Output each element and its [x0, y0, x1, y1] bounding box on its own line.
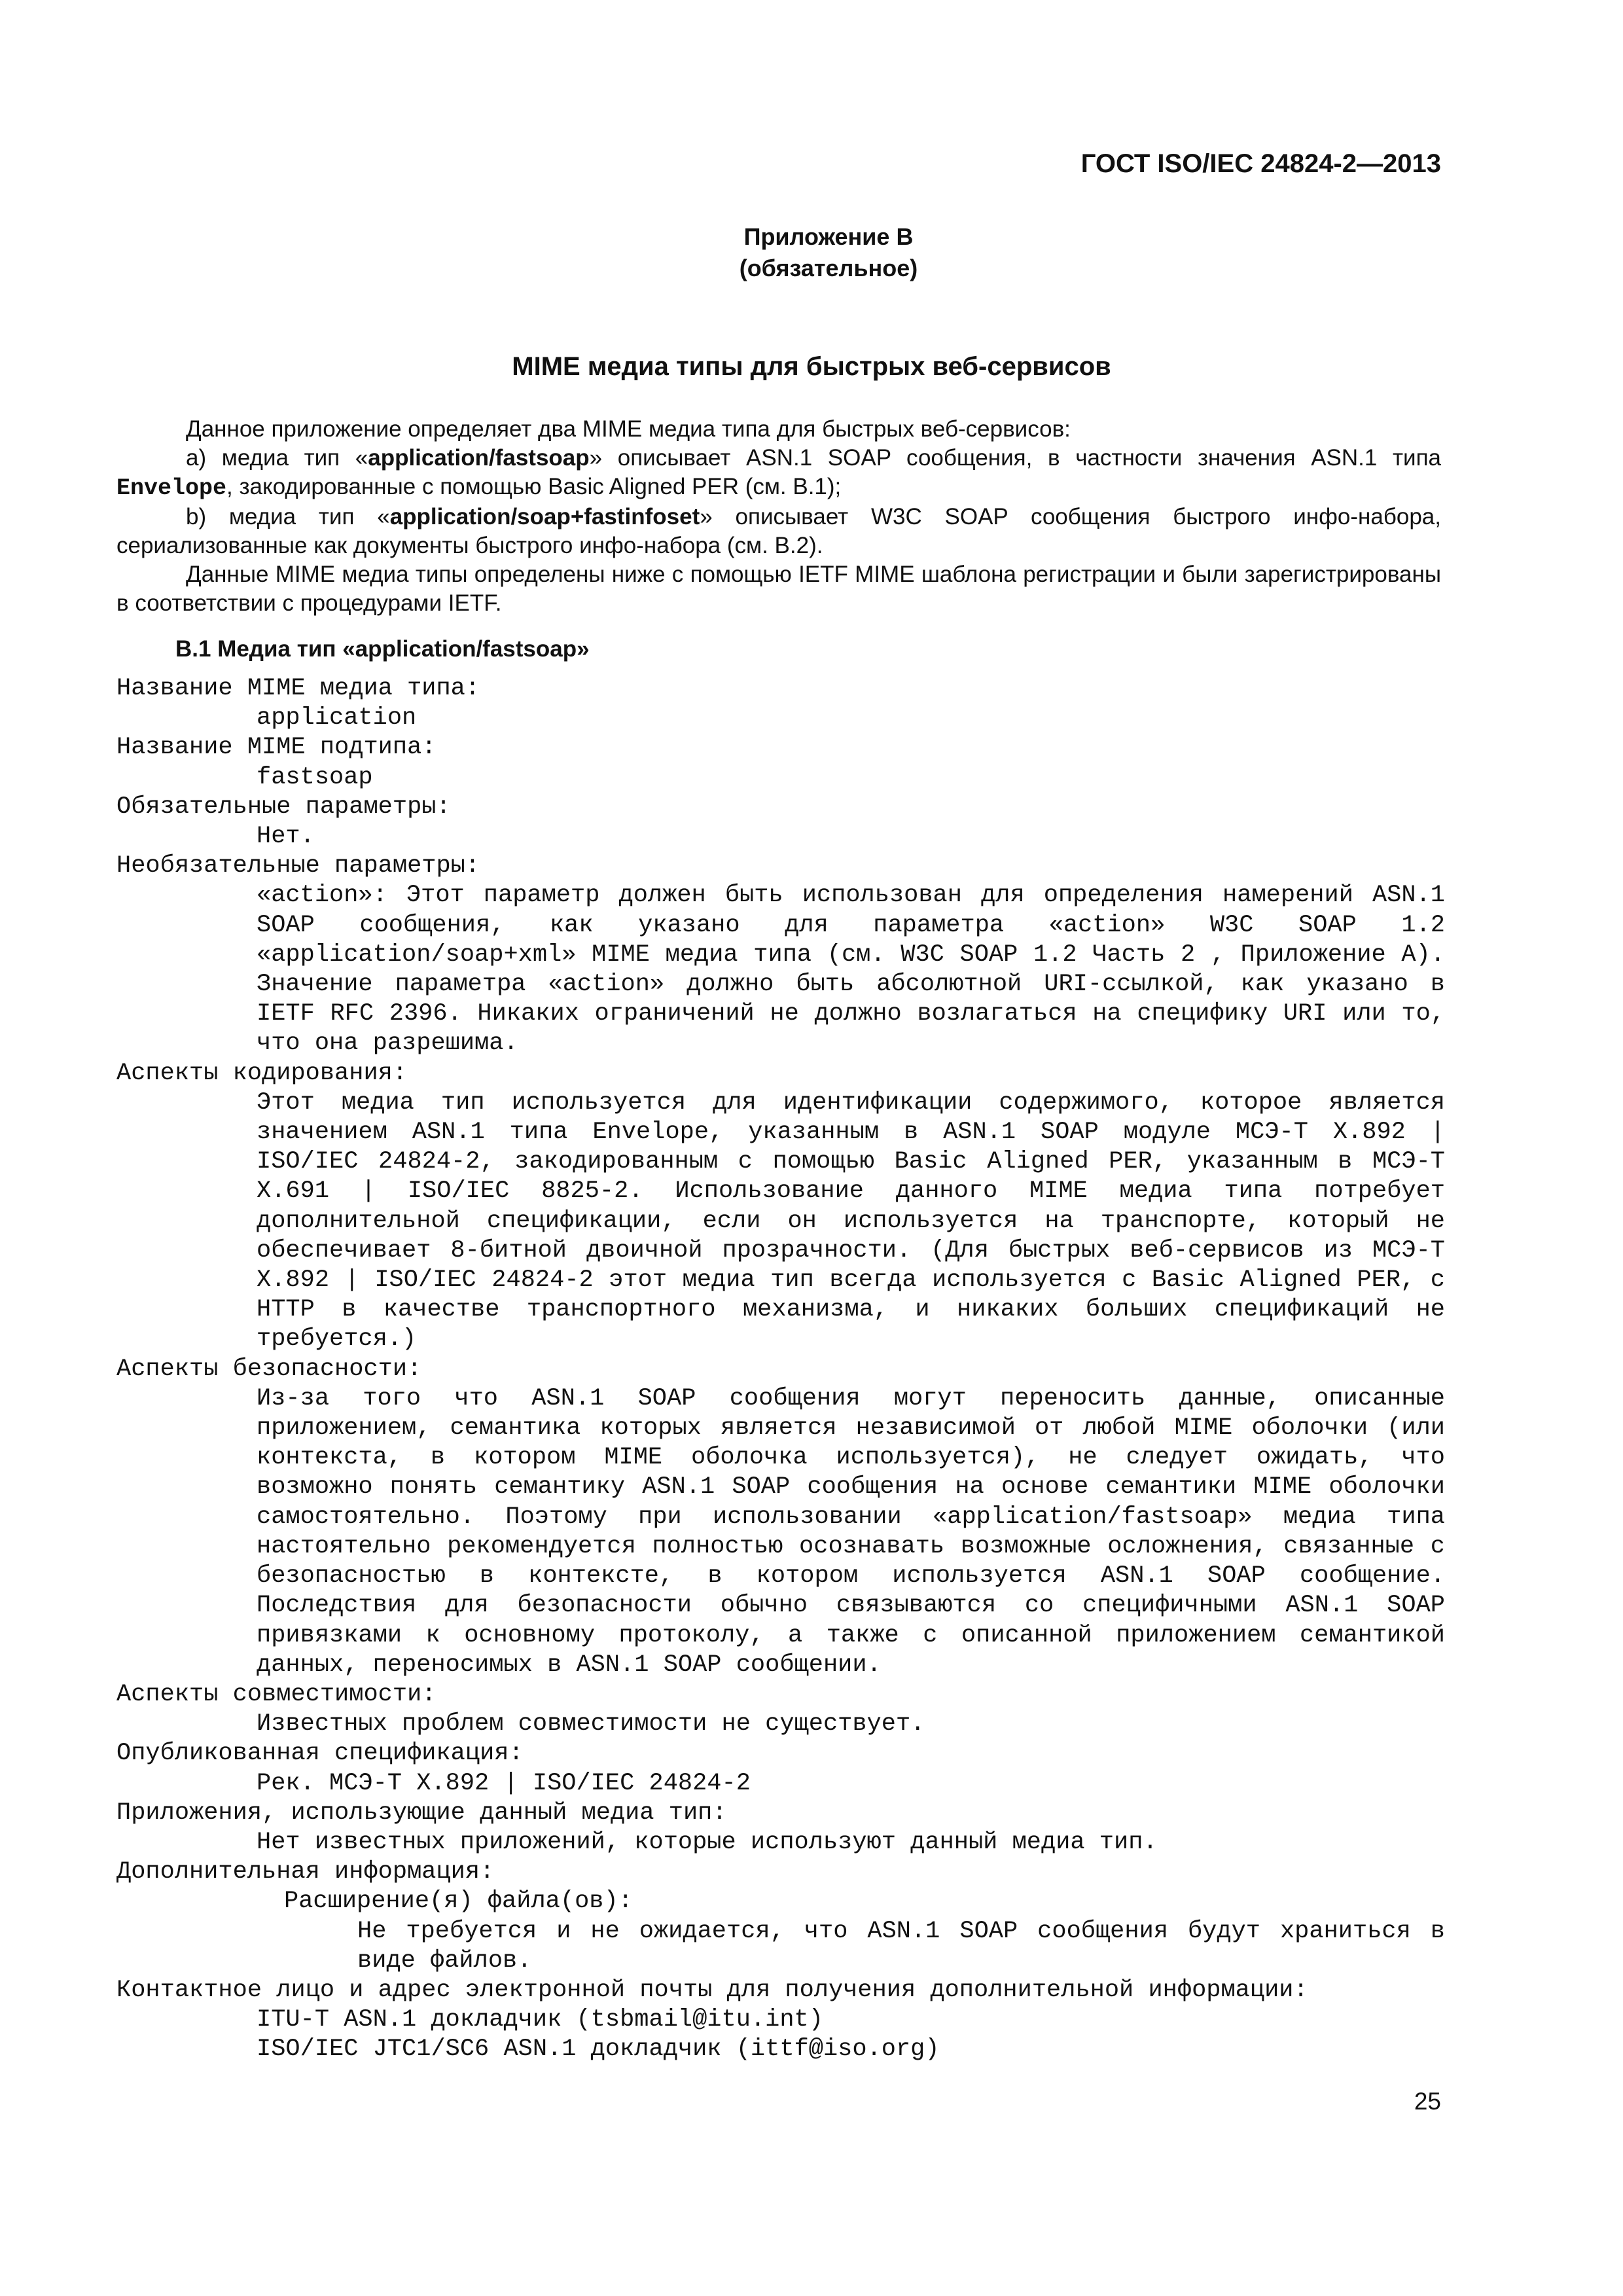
field-value: Известных проблем совместимости не существует. — [257, 1710, 925, 1738]
item-a-code: Envelope — [116, 475, 227, 501]
appendix-heading — [0, 221, 1623, 284]
appendix-status: (обязательное) — [739, 255, 918, 281]
field-label: Аспекты безопасности: — [116, 1355, 422, 1383]
appendix-title: Приложение В — [743, 223, 914, 250]
intro-item-a — [116, 444, 1441, 503]
field-label: Дополнительная информация: — [116, 1858, 495, 1886]
field-value: «action»: Этот параметр должен быть использован для определения намерений ASN.1 SOAP сообщения, как указано для параметра «action» W3C SOAP 1.2 «application/soap+xml» MIME медиа типа (см. W3C SOAP 1.2 Часть 2 , Приложение А). Значение параметра «action» должно быть абсолютной URI-ссылкой, как указано в IETF RFC 2396. Никаких ограничений не должно возлагаться на специфику URI или то, что она разрешима. — [257, 882, 1445, 1058]
item-b-suffix: » описывает W3C SOAP сообщения быстрого инфо-набора, сериализованные как документы быстрого инфо-набора (см. В.2). — [116, 504, 1441, 558]
intro-text — [116, 415, 1441, 618]
field-value: Нет. — [257, 823, 315, 851]
contact-item: ISO/IEC JTC1/SC6 ASN.1 докладчик (ittf@iso.org) — [257, 2036, 940, 2064]
field-label: Аспекты кодирования: — [116, 1059, 408, 1087]
field-label: Контактное лицо и адрес электронной почты для получения дополнительной информации: — [116, 1976, 1308, 2004]
intro-item-b — [116, 503, 1441, 560]
field-label: Опубликованная спецификация: — [116, 1740, 524, 1768]
field-label: Обязательные параметры: — [116, 793, 451, 821]
page-number: 25 — [1414, 2088, 1441, 2115]
item-a-suffix: , закодированные с помощью Basic Aligned PER (см. В.1); — [226, 474, 842, 499]
field-label: Необязательные параметры: — [116, 852, 480, 880]
intro-paragraph: Данное приложение определяет два MIME медиа типа для быстрых веб-сервисов: — [186, 416, 1071, 442]
registration-template — [116, 674, 1445, 2065]
field-value: fastsoap — [257, 763, 373, 791]
item-a-type: application/fastsoap — [368, 445, 590, 471]
item-b-type: application/soap+fastinfoset — [389, 504, 700, 529]
field-label: Название MIME медиа типа: — [116, 675, 480, 702]
item-b-prefix: b) медиа тип « — [186, 504, 390, 529]
item-a-mid: » описывает ASN.1 SOAP сообщения, в частности значения ASN.1 типа — [589, 445, 1441, 471]
field-value: application — [257, 704, 417, 732]
intro-paragraph-registration: Данные MIME медиа типы определены ниже с помощью IETF MIME шаблона регистрации и были зарегистрированы в соответствии с процедурами IETF. — [116, 562, 1441, 616]
section-heading: В.1 Медиа тип «application/fastsoap» — [175, 636, 590, 662]
item-a-prefix: a) медиа тип « — [186, 445, 368, 471]
field-label: Аспекты совместимости: — [116, 1680, 437, 1708]
standard-designation: ГОСТ ISO/IEC 24824-2—2013 — [1080, 149, 1441, 178]
field-label: Приложения, использующие данный медиа тип: — [116, 1799, 727, 1827]
page-title: MIME медиа типы для быстрых веб-сервисов — [512, 352, 1111, 381]
field-value: Рек. МСЭ-Т Х.892 | ISO/IEC 24824-2 — [257, 1769, 751, 1797]
contact-item: ITU-T ASN.1 докладчик (tsbmail@itu.int) — [257, 2006, 823, 2034]
field-value: Не требуется и не ожидается, что ASN.1 SOAP сообщения будут храниться в виде файлов. — [357, 1917, 1445, 1975]
field-sublabel: Расширение(я) файла(ов): — [284, 1888, 633, 1916]
field-value: Этот медиа тип используется для идентификации содержимого, которое является значением ASN.1 типа Envelope, указанным в ASN.1 SOAP модуле МСЭ-Т Х.892 | ISO/IEC 24824-2, закодированным с помощью Basic Aligned PER, указанным в МСЭ-Т Х.691 | ISO/IEC 8825-2. Использование данного MIME медиа типа потребует дополнительной спецификации, если он используется на транспорте, который не обеспечивает 8-битной двоичной прозрачности. (Для быстрых веб-сервисов из МСЭ-Т Х.892 | ISO/IEC 24824-2 этот медиа тип всегда используется с Basic Aligned PER, с HTTP в качестве транспортного механизма, и никаких больших спецификаций не требуется.) — [257, 1088, 1445, 1354]
field-label: Название MIME подтипа: — [116, 734, 437, 762]
field-value: Нет известных приложений, которые используют данный медиа тип. — [257, 1828, 1158, 1856]
field-value: Из-за того что ASN.1 SOAP сообщения могут переносить данные, описанные приложением, семантика которых является независимой от любой MIME оболочки (или контекста, в котором MIME оболочка используется), не следует ожидать, что возможно понять семантику ASN.1 SOAP сообщения на основе семантики MIME оболочки самостоятельно. Поэтому при использовании «application/fastsoap» медиа типа настоятельно рекомендуется полностью осознавать возможные осложнения, связанные с безопасностью в контексте, в котором используется ASN.1 SOAP сообщение. Последствия для безопасности обычно связываются со специфичными ASN.1 SOAP привязками к основному протоколу, а также с описанной приложением семантикой данных, переносимых в ASN.1 SOAP сообщении. — [257, 1384, 1445, 1679]
